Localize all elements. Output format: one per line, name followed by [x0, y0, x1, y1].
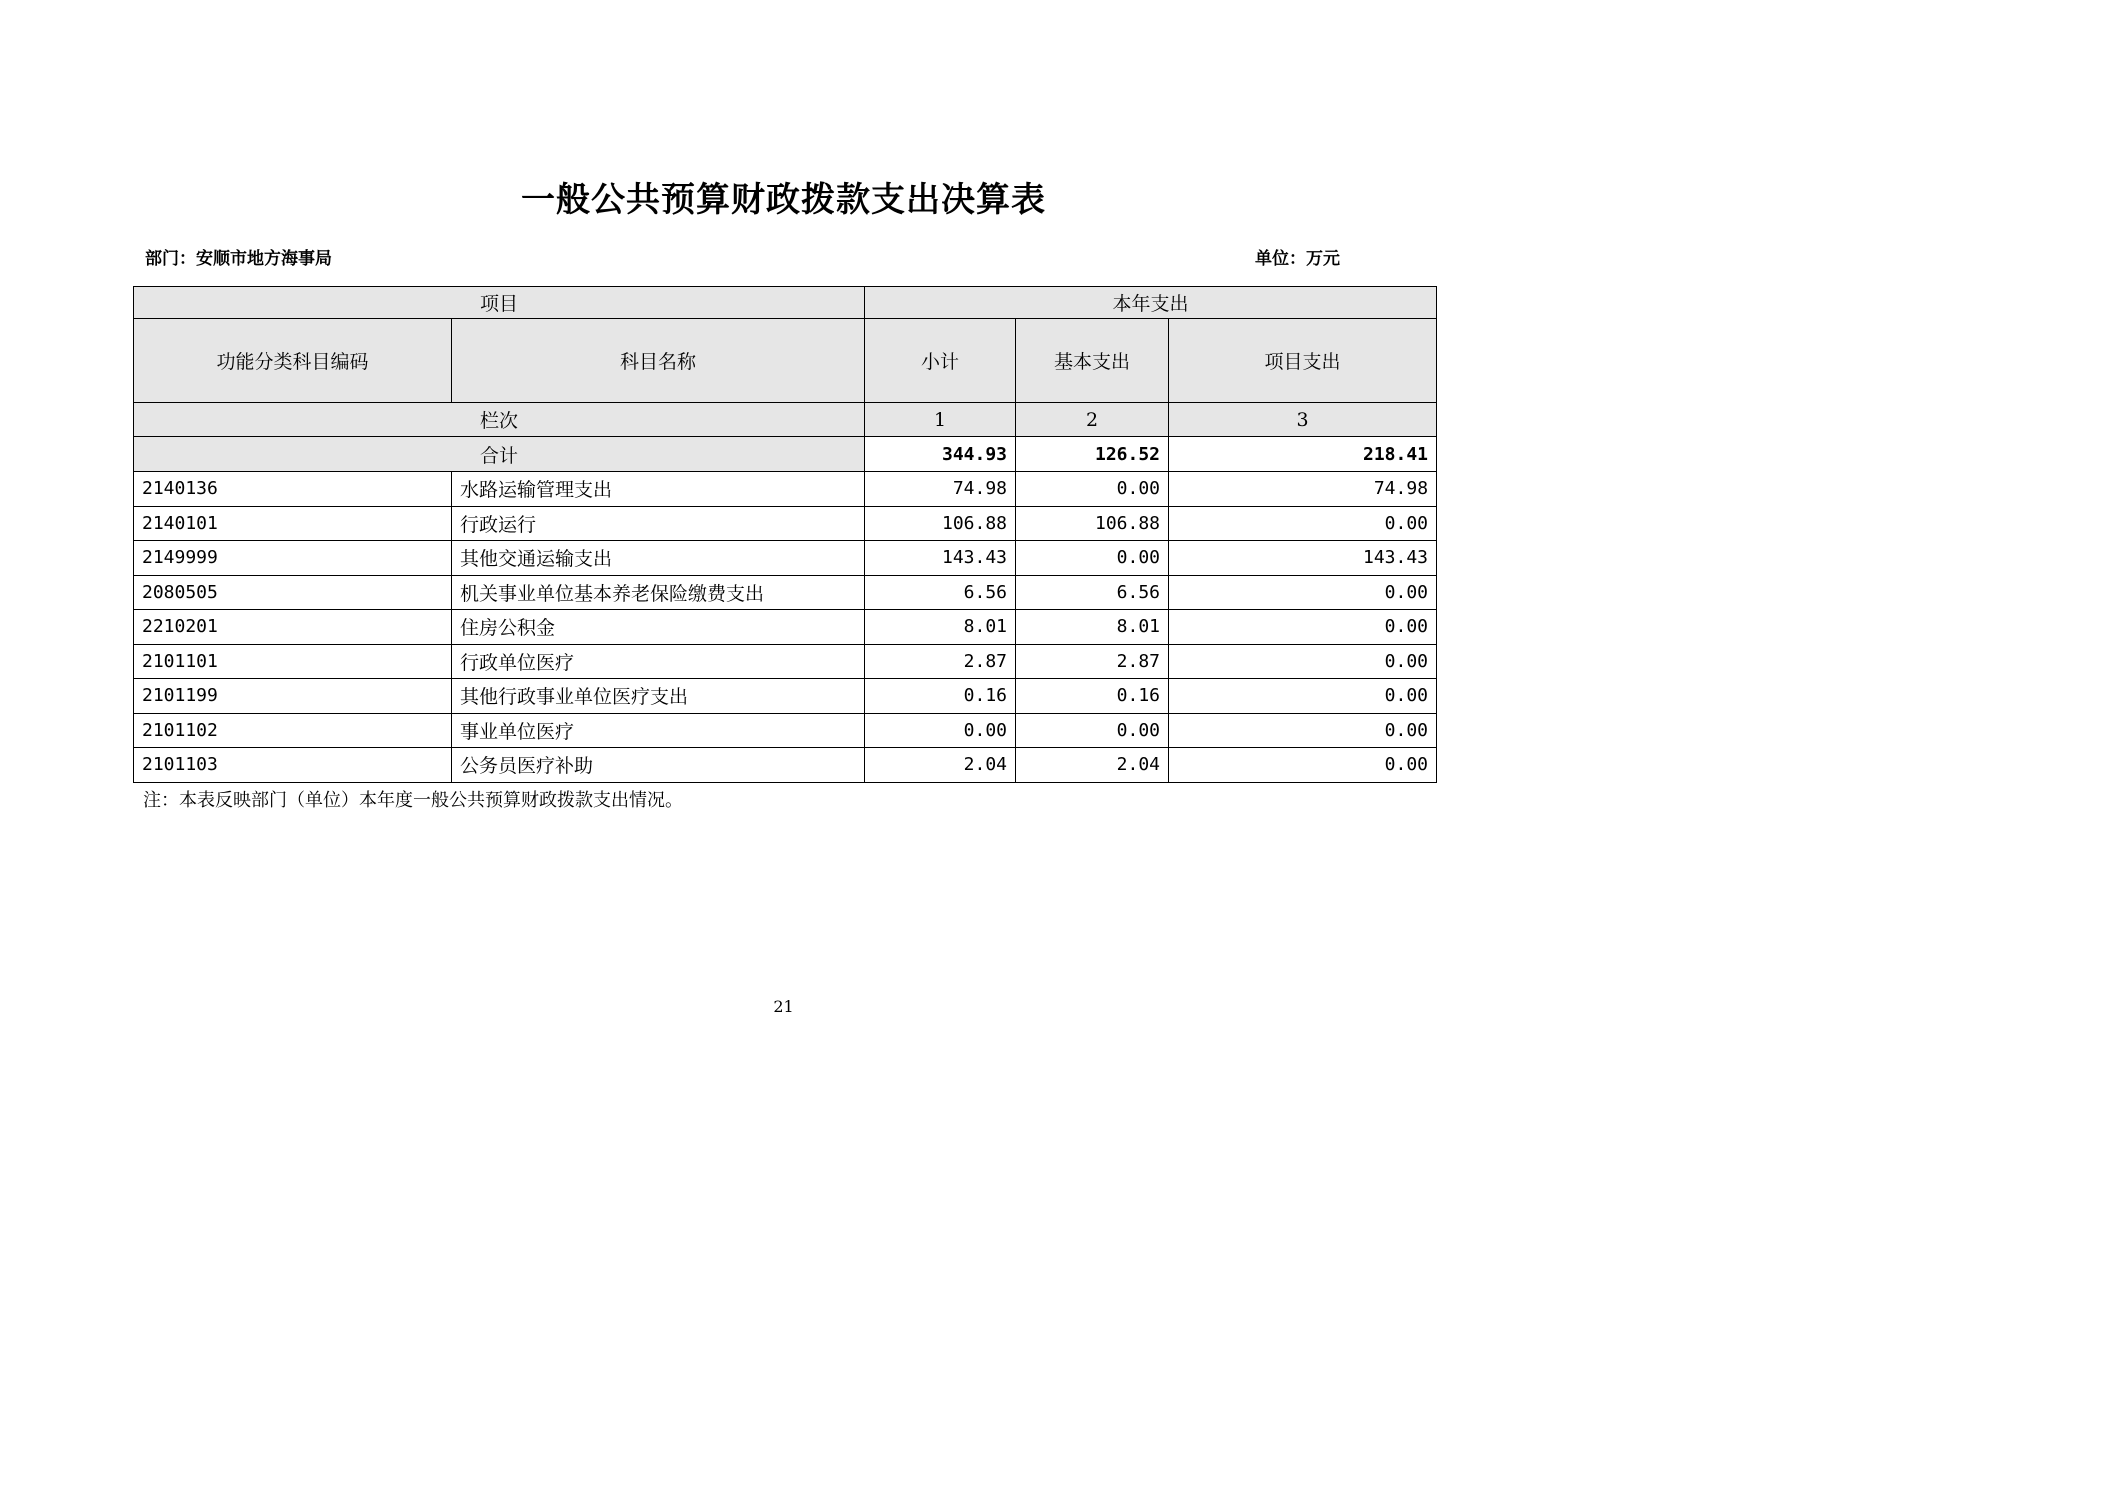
row-project: 0.00	[1169, 610, 1437, 645]
row-code: 2101199	[134, 679, 452, 714]
row-subtotal: 106.88	[865, 506, 1016, 541]
table-row	[134, 575, 1437, 610]
row-subtotal: 6.56	[865, 575, 1016, 610]
table-row	[134, 541, 1437, 576]
row-project: 143.43	[1169, 541, 1437, 576]
column-index-label: 栏次	[134, 403, 865, 437]
column-index-row	[134, 403, 1437, 437]
expenditure-table	[133, 286, 1437, 783]
total-project: 218.41	[1169, 437, 1437, 472]
row-project: 74.98	[1169, 472, 1437, 507]
page-number: 21	[773, 997, 794, 1016]
row-project: 0.00	[1169, 644, 1437, 679]
row-code: 2101103	[134, 748, 452, 783]
row-subtotal: 0.00	[865, 713, 1016, 748]
row-basic: 0.00	[1016, 472, 1169, 507]
row-subtotal: 74.98	[865, 472, 1016, 507]
header-current-year: 本年支出	[865, 287, 1437, 319]
row-code: 2210201	[134, 610, 452, 645]
page-title: 一般公共预算财政拨款支出决算表	[521, 180, 1046, 220]
total-row	[134, 437, 1437, 472]
column-index-2: 2	[1016, 403, 1169, 437]
unit-label: 单位：万元	[1255, 249, 1340, 269]
table-row	[134, 610, 1437, 645]
row-code: 2140101	[134, 506, 452, 541]
row-subtotal: 8.01	[865, 610, 1016, 645]
row-code: 2101101	[134, 644, 452, 679]
row-basic: 2.87	[1016, 644, 1169, 679]
table-row	[134, 713, 1437, 748]
table-row	[134, 644, 1437, 679]
row-code: 2101102	[134, 713, 452, 748]
row-name: 水路运输管理支出	[452, 472, 865, 507]
table-note: 注：本表反映部门（单位）本年度一般公共预算财政拨款支出情况。	[143, 790, 683, 811]
row-basic: 2.04	[1016, 748, 1169, 783]
row-code: 2080505	[134, 575, 452, 610]
table-row	[134, 679, 1437, 714]
total-label: 合计	[134, 437, 865, 472]
row-basic: 6.56	[1016, 575, 1169, 610]
row-name: 行政单位医疗	[452, 644, 865, 679]
row-project: 0.00	[1169, 679, 1437, 714]
row-name: 事业单位医疗	[452, 713, 865, 748]
row-project: 0.00	[1169, 713, 1437, 748]
row-basic: 106.88	[1016, 506, 1169, 541]
table-row	[134, 748, 1437, 783]
row-subtotal: 0.16	[865, 679, 1016, 714]
row-name: 住房公积金	[452, 610, 865, 645]
row-basic: 8.01	[1016, 610, 1169, 645]
row-project: 0.00	[1169, 506, 1437, 541]
table-row	[134, 472, 1437, 507]
column-index-1: 1	[865, 403, 1016, 437]
row-code: 2149999	[134, 541, 452, 576]
department-label: 部门：安顺市地方海事局	[145, 249, 332, 269]
row-name: 行政运行	[452, 506, 865, 541]
row-name: 其他交通运输支出	[452, 541, 865, 576]
row-basic: 0.00	[1016, 713, 1169, 748]
header-subtotal: 小计	[865, 319, 1016, 403]
header-project-expense: 项目支出	[1169, 319, 1437, 403]
header-name: 科目名称	[452, 319, 865, 403]
header-project: 项目	[134, 287, 865, 319]
total-basic: 126.52	[1016, 437, 1169, 472]
row-basic: 0.16	[1016, 679, 1169, 714]
row-name: 公务员医疗补助	[452, 748, 865, 783]
column-index-3: 3	[1169, 403, 1437, 437]
row-code: 2140136	[134, 472, 452, 507]
header-code: 功能分类科目编码	[134, 319, 452, 403]
row-name: 机关事业单位基本养老保险缴费支出	[452, 575, 865, 610]
row-project: 0.00	[1169, 575, 1437, 610]
row-project: 0.00	[1169, 748, 1437, 783]
row-subtotal: 2.04	[865, 748, 1016, 783]
row-name: 其他行政事业单位医疗支出	[452, 679, 865, 714]
header-basic: 基本支出	[1016, 319, 1169, 403]
header-row-columns	[134, 319, 1437, 403]
header-row-top	[134, 287, 1437, 319]
row-basic: 0.00	[1016, 541, 1169, 576]
row-subtotal: 143.43	[865, 541, 1016, 576]
row-subtotal: 2.87	[865, 644, 1016, 679]
total-subtotal: 344.93	[865, 437, 1016, 472]
table-row	[134, 506, 1437, 541]
